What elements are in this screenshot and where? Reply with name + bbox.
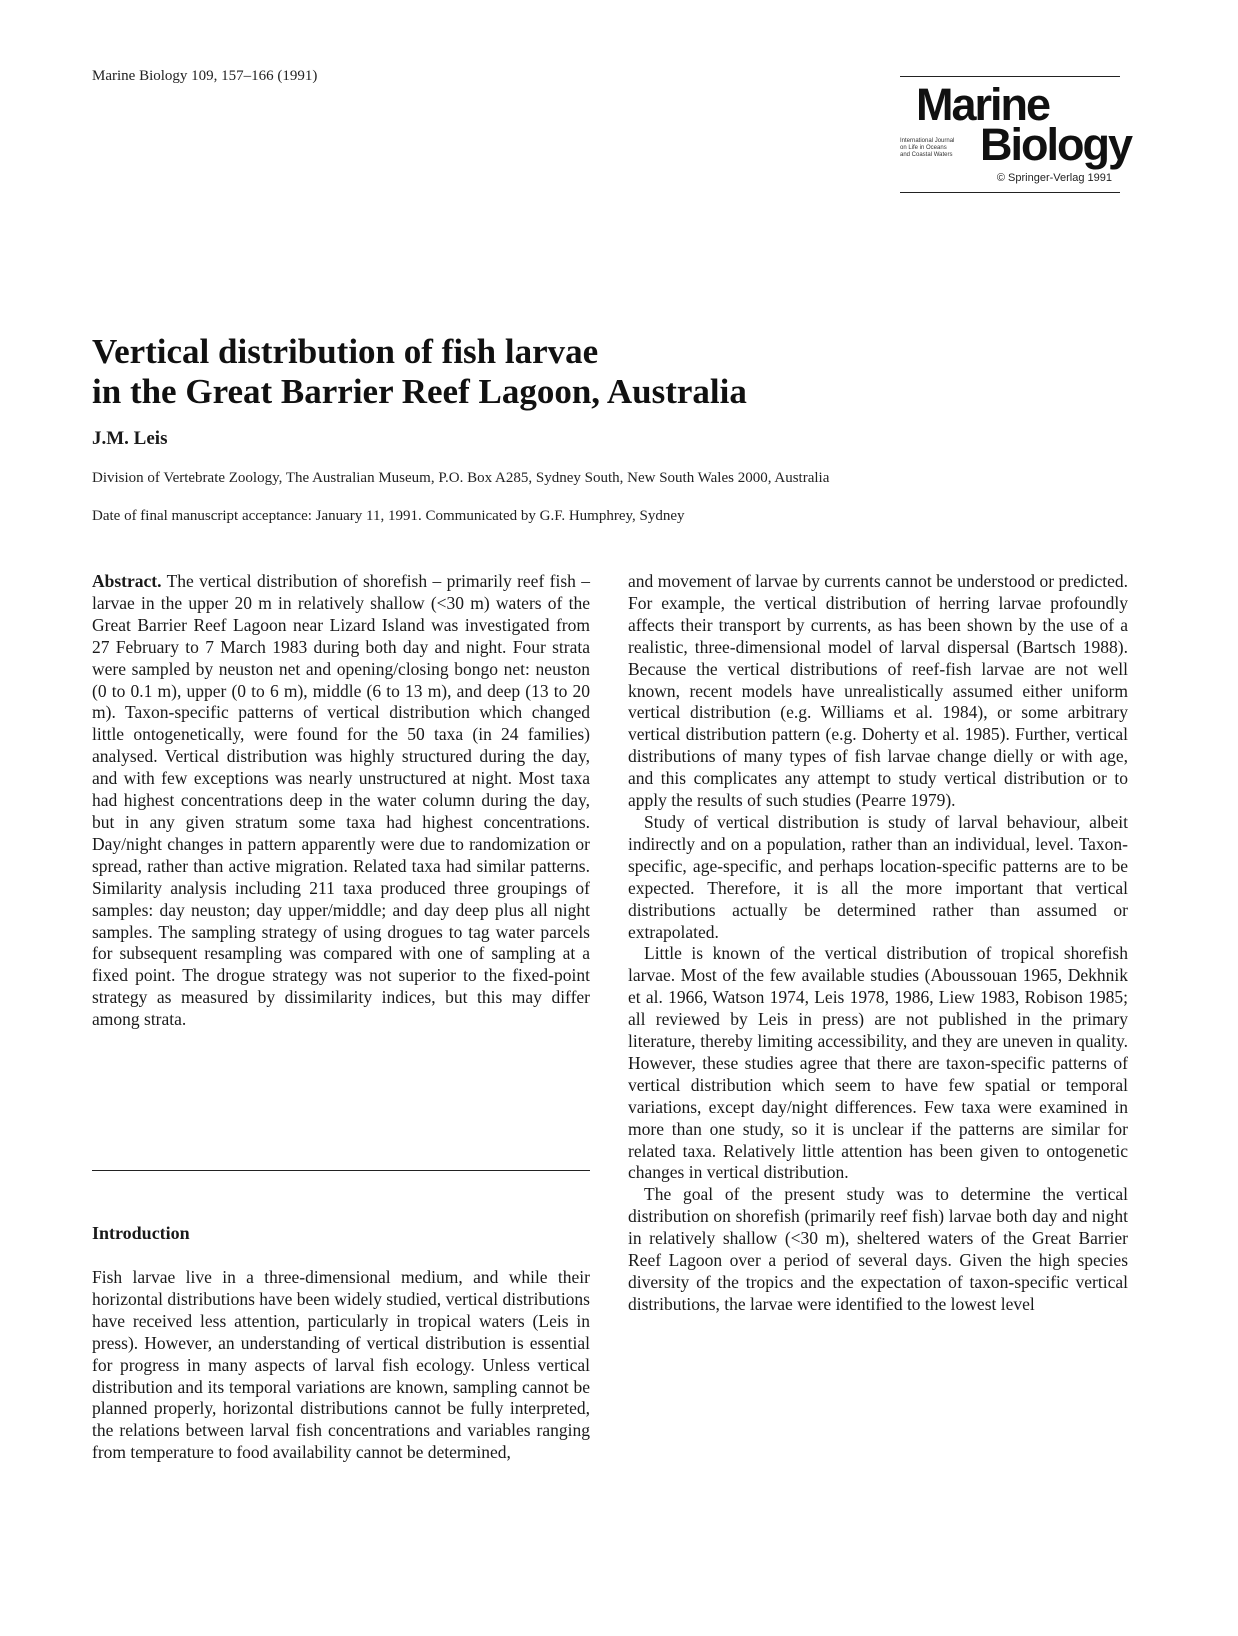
introduction-paragraph-4: The goal of the present study was to determine the vertical distribution on shorefish (primarily reef fish) larvae both day and night in relatively shallow (<30 m), sheltered waters of the Great Barrier Reef Lagoon over a period of several days. Given the high species diversity of the tropics and the expectation of taxon-specific vertical distributions, the larvae were identified to the lowest level xyxy=(628,1184,1128,1314)
abstract-divider xyxy=(92,1170,590,1171)
article-title-line-2: in the Great Barrier Reef Lagoon, Australia xyxy=(92,372,747,411)
introduction-paragraph-1: Fish larvae live in a three-dimensional medium, and while their horizontal distributions have been widely studied, vertical distributions have received less attention, particularly in tropical waters (Leis in press). However, an understanding of vertical distribution is essential for progress in many aspects of larval fish ecology. Unless vertical distribution and its temporal variations are known, sampling cannot be planned properly, horizontal distributions cannot be fully interpreted, the relations between larval fish concentrations and variables ranging from temperature to food availability cannot be determined, xyxy=(92,1267,590,1463)
article-title-line-1: Vertical distribution of fish larvae xyxy=(92,332,599,371)
manuscript-dates: Date of final manuscript acceptance: January 11, 1991. Communicated by G.F. Humphrey, Sydney xyxy=(92,508,685,524)
logo-tagline-line: and Coastal Waters xyxy=(900,152,953,158)
copyright-notice: © Springer-Verlag 1991 xyxy=(996,172,1112,184)
introduction-paragraph-3: Little is known of the vertical distribution of tropical shorefish larvae. Most of the few available studies (Aboussouan 1965, Dekhnik et al. 1966, Watson 1974, Leis 1978, 1986, Liew 1983, Robison 1985; all reviewed by Leis in press) are not published in the primary literature, thereby limiting accessibility, and they are uneven in quality. However, these studies agree that there are taxon-specific patterns of vertical distribution which seem to have few spatial or temporal variations, except day/night differences. Few taxa were examined in more than one study, so it is unclear if the patterns are similar for related taxa. Relatively little attention has been given to ontogenetic changes in vertical distribution. xyxy=(628,943,1128,1183)
author-affiliation: Division of Vertebrate Zoology, The Australian Museum, P.O. Box A285, Sydney South, New South Wales 2000, Australia xyxy=(92,470,830,486)
abstract-text: The vertical distribution of shorefish – primarily reef fish – larvae in the upper 20 m in relatively shallow (<30 m) waters of the Great Barrier Reef Lagoon near Lizard Island was investigated from 27 February to 7 March 1983 during both day and night. Four strata were sampled by neuston net and opening/closing bongo net: neuston (0 to 0.1 m), upper (0 to 6 m), middle (6 to 13 m), and deep (13 to 20 m). Taxon-specific patterns of vertical distribution which changed little ontogenetically, were found for the 50 taxa (in 24 families) analysed. Vertical distribution was highly structured during the day, and with few exceptions was nearly unstructured at night. Most taxa had highest concentrations deep in the water column during the day, but in any given stratum some taxa had highest concentrations. Day/night changes in pattern apparently were due to randomization or spread, rather than active migration. Related taxa had similar patterns. Similarity analysis including 211 taxa produced three groupings of samples: day neuston; day upper/middle; and day deep plus all night samples. The sampling strategy of using drogues to tag water parcels for subsequent resampling was compared with one of sampling at a fixed point. The drogue strategy was not superior to the fixed-point strategy as measured by dissimilarity indices, but this may differ among strata. xyxy=(92,571,591,1030)
logo-rule-top xyxy=(900,76,1120,77)
journal-logo xyxy=(900,72,1131,198)
logo-word-biology: Biology xyxy=(980,119,1131,170)
logo-tagline-line: on Life in Oceans xyxy=(900,145,947,151)
abstract-block xyxy=(92,571,590,1031)
introduction-column-right xyxy=(628,571,1128,1316)
article-title xyxy=(92,332,992,412)
logo-tagline xyxy=(900,138,974,159)
introduction-column-left xyxy=(92,1267,590,1464)
introduction-paragraph-2: Study of vertical distribution is study of larval behaviour, albeit indirectly and on a population, rather than an individual, level. Taxon-specific, age-specific, and perhaps location-specific patterns are to be expected. Therefore, it is all the more important that vertical distributions actually be determined rather than assumed or extrapolated. xyxy=(628,811,1128,942)
abstract-label: Abstract. xyxy=(92,571,162,591)
logo-rule-bottom xyxy=(900,192,1120,193)
author-name: J.M. Leis xyxy=(92,428,168,449)
introduction-heading: Introduction xyxy=(92,1223,190,1243)
logo-word-marine: Marine xyxy=(916,79,1050,130)
introduction-paragraph-1-continued: and movement of larvae by currents cannot be understood or predicted. For example, the vertical distribution of herring larvae profoundly affects their transport by currents, as has been shown by the use of a realistic, three-dimensional model of larval dispersal (Bartsch 1988). Because the vertical distributions of reef-fish larvae are not well known, recent models have unrealistically assumed either uniform vertical distribution (e.g. Williams et al. 1984), or some arbitrary vertical distribution pattern (e.g. Doherty et al. 1985). Further, vertical distributions of many types of fish larvae change dielly or with age, and this complicates any attempt to study vertical distribution or to apply the results of such studies (Pearre 1979). xyxy=(628,571,1128,811)
running-head-citation: Marine Biology 109, 157–166 (1991) xyxy=(92,68,318,84)
abstract-paragraph xyxy=(92,571,590,1031)
logo-tagline-line: International Journal xyxy=(900,138,955,144)
